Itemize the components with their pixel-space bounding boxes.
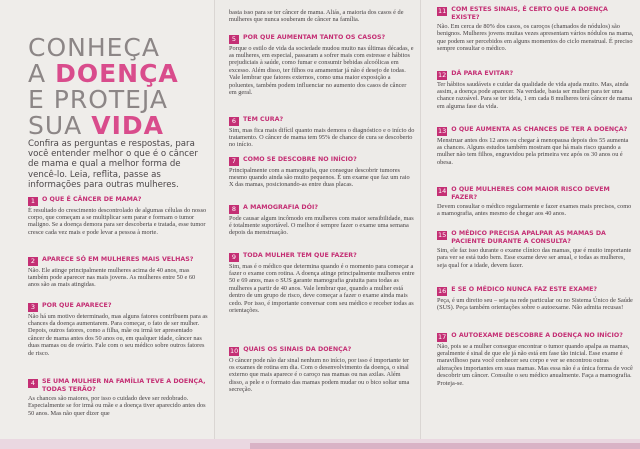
qa-item-5 <box>229 34 415 96</box>
qa-item-13 <box>437 126 635 166</box>
question-title: TEM CURA? <box>243 116 284 123</box>
question-title: QUAIS OS SINAIS DA DOENÇA? <box>243 346 352 353</box>
question-number-badge: 10 <box>230 346 239 355</box>
question-number-badge: 6 <box>229 117 239 126</box>
question-title: A MAMOGRAFIA DÓI? <box>243 204 318 211</box>
question-title: COM ESTES SINAIS, É CERTO QUE A DOENÇA EXISTE? <box>451 6 608 21</box>
answer-text: As chances são maiores, por isso o cuidado deve ser redobrado. Especialmente se for irmã ou mãe e a doença tiver aparecido antes dos 50 anos. Mas não quer dizer que <box>28 395 206 417</box>
panel-right <box>421 0 640 449</box>
answer-text: Peça, é um direito seu – seja na rede particular ou no Sistema Único de Saúde (SUS). Peça também orientações sobre o autoexame. Não admita recusas! <box>437 296 633 311</box>
answer-text: Sim, mas é o médico que determina quando é o momento para começar a fazer o exame com rotina. A doença atinge principalmente mulheres entre 50 e 69 anos, mas o SUS garante mamografia gratuita para todas as mulheres a partir de 40 anos. Vale lembrar que, quando a mulher está dentro de um grupo de risco, deve começar a fazer o exame ainda mais cedo. Por isso, é importante conversar com seu médico e receber todas as orientações. <box>229 262 415 314</box>
question-number-badge: 11 <box>438 6 447 15</box>
answer-text: Devem consultar o médico regularmente e fazer exames mais precisos, como a mamografia, antes mesmo de chegar aos 40 anos. <box>437 203 632 218</box>
answer-text: Principalmente com a mamografia, que consegue descobrir tumores mesmo quando ainda são muito pequenos. É um exame que faz um raio X das mamas, posicionando-as entre duas placas. <box>229 166 410 189</box>
question-title: O QUE MULHERES COM MAIOR RISCO DEVEM FAZER? <box>451 186 610 201</box>
question-number-badge: 1 <box>28 197 38 206</box>
title-line-4: SUA VIDA <box>28 110 164 140</box>
answer-text: Sim, ele faz isso durante o exame clínico das mamas, que é muito importante para ver se está tudo bem. Esse exame deve ser anual, e todas as mulheres, seja qual for a idade, devem fazer. <box>437 247 632 269</box>
qa-item-11 <box>437 6 635 53</box>
question-number-badge: 2 <box>28 257 38 266</box>
title-line-1: CONHEÇA <box>28 32 160 62</box>
question-title: APARECE SÓ EM MULHERES MAIS VELHAS? <box>42 256 194 263</box>
question-number-badge: 3 <box>28 303 38 312</box>
question-number-badge: 9 <box>229 253 239 262</box>
qa-item-7 <box>229 156 415 189</box>
question-number-badge: 7 <box>229 157 239 166</box>
question-title: COMO SE DESCOBRE NO INÍCIO? <box>243 156 357 163</box>
panel-left <box>0 0 215 449</box>
qa-item-14 <box>437 186 635 218</box>
question-title: E SE O MÉDICO NUNCA FAZ ESTE EXAME? <box>451 286 598 293</box>
question-number-badge: 17 <box>438 332 447 341</box>
title-line-2: A DOENÇA <box>28 58 179 88</box>
answer-text: Porque o estilo de vida da sociedade mudou muito nas últimas décadas, e as mulheres, em especial, passaram a sofrer mais com estresse e hábitos prejudiciais à saúde, como fumar e consumir bebidas alcoólicas em excesso. Além disso, ter filhos ou amamentar já não é desejo de todas. Vale lembrar que fatores externos, como uma maior exposição a poluentes, também podem influenciar no aumento dos casos de câncer em geral. <box>229 44 414 96</box>
answer-text: Pode causar algum incômodo em mulheres com maior sensibilidade, mas é totalmente suportável. O melhor é sempre fazer o exame uma semana depois da menstruação. <box>229 214 414 237</box>
question-number-badge: 8 <box>229 205 239 214</box>
qa-item-6 <box>229 116 415 149</box>
question-title: O MÉDICO PRECISA APALPAR AS MAMAS DA PACIENTE DURANTE A CONSULTA? <box>451 230 606 245</box>
answer-text: Não. Ele atinge principalmente mulheres acima de 40 anos, mas também pode aparecer nas mais jovens. As mulheres entre 50 e 60 anos são as mais atingidas. <box>28 266 196 289</box>
question-title: O QUE AUMENTA AS CHANCES DE TER A DOENÇA? <box>451 126 628 133</box>
question-number-badge: 15 <box>438 230 447 239</box>
question-number-badge: 5 <box>229 35 239 44</box>
answer-text: basta isso para se ter câncer de mama. Aliás, a maioria dos casos é de mulheres que nunca souberam de câncer na família. <box>229 9 404 24</box>
footer-stripe-accent <box>250 443 640 449</box>
qa-item-4-continued <box>229 8 415 24</box>
question-number-badge: 16 <box>438 286 447 295</box>
question-title: O AUTOEXAME DESCOBRE A DOENÇA NO INÍCIO? <box>451 332 623 339</box>
question-title: O QUE É CÂNCER DE MAMA? <box>42 196 142 203</box>
answer-text: Não. Em cerca de 80% dos casos, os caroços (chamados de nódulos) são benignos. Mulheres jovens muitas vezes apresentam vários nódulos na mama, que podem ser percebidos em alguns momentos do ciclo menstrual. É preciso sempre consultar o médico. <box>437 23 634 53</box>
question-number-badge: 4 <box>28 379 38 388</box>
question-title: DÁ PARA EVITAR? <box>451 70 514 77</box>
question-title: SE UMA MULHER NA FAMÍLIA TEVE A DOENÇA, TODAS TERÃO? <box>42 378 206 393</box>
question-title: POR QUE APARECE? <box>42 302 112 309</box>
answer-text: Sim, mas fica mais difícil quanto mais demora o diagnóstico e o início do tratamento. O câncer de mama tem 95% de chance de cura se descoberto no início. <box>229 126 415 149</box>
question-title: POR QUE AUMENTAM TANTO OS CASOS? <box>243 34 386 41</box>
answer-text: Não, pois se a mulher consegue encontrar o tumor quando apalpa as mamas, geralmente é sinal de que ele já não está em fase tão inicial. Esse exame é maravilhoso para você conhecer seu corpo e ver se encontrou outras alterações importantes em suas mamas. Mas essa não é a única forma de você descobrir um câncer. Consulte o seu médico anualmente. Faça a mamografia. Proteja-se. <box>437 342 633 387</box>
qa-item-16 <box>437 286 635 311</box>
panel-middle <box>215 0 421 449</box>
qa-item-17 <box>437 332 635 387</box>
answer-text: É resultado do crescimento descontrolado de algumas células do nosso corpo, que começam a se multiplicar sem parar e formam o tumor maligno. Se a doença demora para ser descoberta e tratada, esse tumor cresce cada vez mais e pode levar a pessoa à morte. <box>28 206 207 236</box>
qa-item-2 <box>28 256 208 289</box>
title-highlight-vida: VIDA <box>91 110 164 140</box>
qa-item-1 <box>28 196 208 236</box>
question-number-badge: 13 <box>438 126 447 135</box>
qa-item-8 <box>229 204 415 237</box>
qa-item-15 <box>437 230 635 269</box>
question-number-badge: 14 <box>438 186 447 195</box>
qa-item-4 <box>28 378 208 417</box>
qa-item-9 <box>229 252 415 314</box>
qa-item-12 <box>437 70 635 110</box>
qa-item-3 <box>28 302 208 357</box>
answer-text: O câncer pode não dar sinal nenhum no início, por isso é importante ter os exames de rotina em dia. Com o desenvolvimento da doença, o sinal externo que mais aparece é o caroço nas mamas ou nas axilas. Além disso, a pele e o formato das mamas podem mudar ou o bico soltar uma secreção. <box>229 356 410 394</box>
title-highlight-doenca: DOENÇA <box>55 58 179 88</box>
pamphlet-title <box>28 32 208 140</box>
question-number-badge: 12 <box>438 70 447 79</box>
answer-text: Menstruar antes dos 12 anos ou chegar à menopausa depois dos 55 aumenta as chances. Alguns estudos também mostram que há mais risco quando a mulher não tem filhos, engravidou pela primeira vez após os 30 anos ou é obesa. <box>437 136 629 166</box>
answer-text: Não há um motivo determinado, mas alguns fatores contribuem para as chances da doença aumentarem. Para começar, o fato de ser mulher. Depois, outros fatores, como a filha, mãe ou irmã ter apresentado câncer de mama antes dos 50 anos ou, em qualquer idade, câncer nas duas mamas ou de ovário. Fale com o seu médico sobre outros fatores de risco. <box>28 312 208 357</box>
intro-text: Confira as perguntas e respostas, para você entender melhor o que é o câncer de mama e qual a melhor forma de vencê-lo. Leia, reflita, passe as informações para outras mulheres. <box>28 138 198 191</box>
qa-item-10 <box>229 346 415 394</box>
title-line-3: E PROTEJA <box>28 84 168 114</box>
answer-text: Ter hábitos saudáveis e cuidar da qualidade de vida ajuda muito. Mas, ainda assim, a doença pode aparecer. Na verdade, basta ser mulher para ter uma chance razoável. Para se ter ideia, 1 em cada 8 mulheres terá câncer de mama em alguma fase da vida. <box>437 80 633 110</box>
question-title: TODA MULHER TEM QUE FAZER? <box>243 252 357 259</box>
